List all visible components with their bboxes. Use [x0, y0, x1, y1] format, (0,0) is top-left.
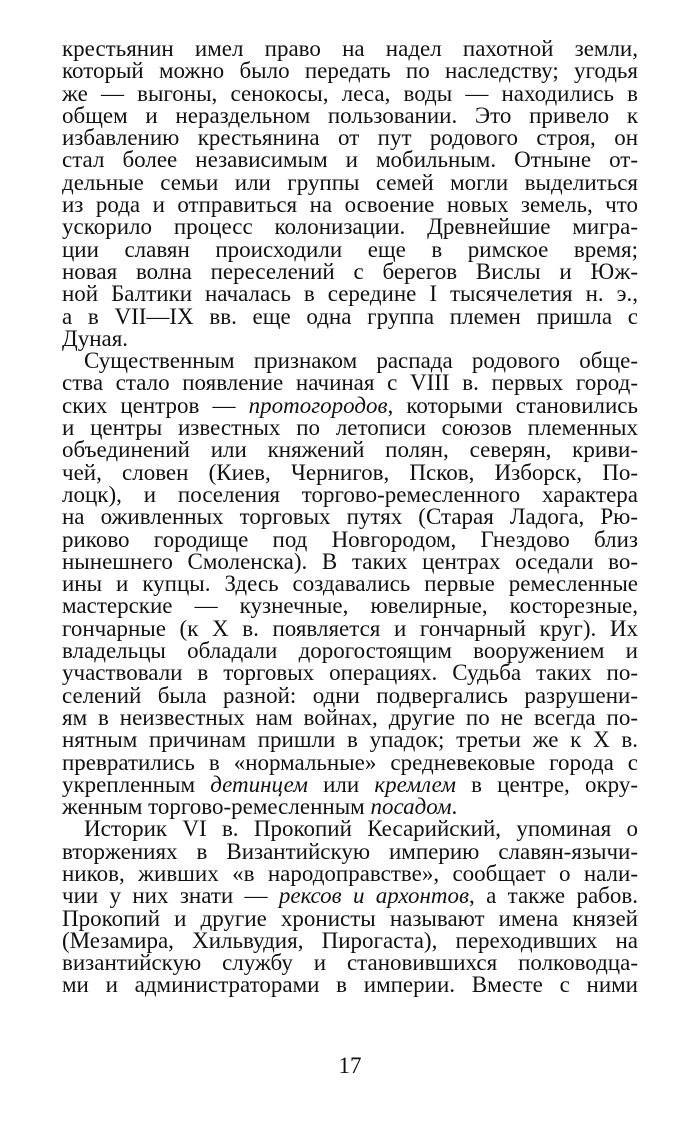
text-line	[62, 952, 638, 974]
text-line	[62, 927, 638, 953]
text-line	[62, 771, 638, 797]
text-run: чей, словен (Киев, Чернигов, Псков, Изборск, По-	[62, 459, 638, 485]
text-run: крестьянин имел право на надел пахотной земли,	[62, 36, 638, 61]
text-run: мастерские — кузнечные, ювелирные, косторезные,	[62, 593, 638, 619]
text-run: Существенным признаком распада родового обще-	[84, 348, 638, 374]
text-line	[62, 796, 638, 818]
text-line	[62, 459, 638, 485]
text-run: ной Балтики началась в середине I тысячелетия н. э.,	[62, 281, 638, 307]
text-line	[62, 303, 638, 329]
text-line	[62, 325, 638, 351]
text-run: Историк VI в. Прокопий Кесарийский, упоминая о	[84, 816, 638, 842]
italic-term: протогородов	[248, 392, 388, 418]
text-line	[62, 283, 638, 305]
text-run: нынешнего Смоленска). В таких центрах оседали во-	[62, 548, 638, 574]
text-line	[62, 417, 638, 439]
text-run: из рода и отправиться на освоение новых земель, что	[62, 192, 638, 218]
text-run: женным торгово-ремесленным	[62, 794, 371, 820]
text-line	[62, 749, 638, 775]
text-run: и центры известных по летописи союзов племенных	[62, 415, 638, 441]
text-run: гончарные (к X в. появляется и гончарный круг). Их	[62, 615, 638, 641]
page-number: 17	[338, 1053, 362, 1078]
text-line	[62, 838, 638, 864]
text-line	[62, 350, 638, 372]
text-run: на оживленных торговых путях (Старая Ладога, Рю-	[62, 504, 638, 530]
text-run: а в VII—IX вв. еще одна группа племен пришла с	[62, 303, 638, 329]
text-run: селений была разной: одни подвергались разрушени-	[62, 682, 638, 708]
text-line	[62, 439, 638, 461]
text-run: ускорило процесс колонизации. Древнейшие мигра-	[62, 214, 638, 240]
text-line	[62, 216, 638, 238]
text-run: вторжениях в Византийскую империю славян-язычи-	[62, 838, 638, 864]
text-line	[62, 169, 638, 195]
text-line	[62, 729, 638, 751]
text-run: участвовали в торговых операциях. Судьба таких по-	[62, 660, 638, 686]
text-line	[62, 860, 638, 886]
text-run: (Мезамира, Хильвудия, Пирогаста), переходивших на	[62, 927, 638, 953]
text-line	[62, 127, 638, 149]
text-run: Дуная.	[62, 325, 129, 351]
text-line	[62, 885, 638, 907]
text-run: Прокопий и другие хронисты называют имена князей	[62, 905, 638, 931]
text-run: риково городище под Новгородом, Гнездово близ	[62, 526, 638, 552]
text-run: в центре, окру-	[455, 771, 638, 797]
text-line	[62, 905, 638, 931]
text-line	[62, 974, 638, 996]
text-line	[62, 392, 638, 418]
text-run: или	[307, 771, 375, 797]
text-line	[62, 818, 638, 840]
text-run: ции славян происходили еще в римское время;	[62, 236, 638, 262]
text-line	[62, 526, 638, 552]
text-run: превратились в «нормальные» средневековые города с	[62, 749, 638, 775]
italic-term: детинцем	[210, 771, 308, 797]
text-line	[62, 640, 638, 662]
text-run: же — выгоны, сенокосы, леса, воды — находились в	[62, 80, 638, 106]
text-run: , которыми становились	[387, 392, 638, 418]
text-line	[62, 704, 638, 730]
text-line	[62, 236, 638, 262]
text-run: , а также рабов.	[468, 883, 638, 909]
text-run: укрепленным	[62, 771, 211, 797]
text-run: избавлению крестьянина от пут родового строя, он	[62, 125, 638, 151]
text-run: стал более независимым и мобильным. Отныне от-	[62, 147, 638, 173]
text-line	[62, 615, 638, 641]
text-line	[62, 662, 638, 684]
text-line	[62, 149, 638, 171]
text-line	[62, 102, 638, 128]
text-run: объединений или княжений полян, северян, криви-	[62, 437, 638, 463]
text-run: который можно было передать по наследству; угодья	[62, 58, 638, 84]
text-line	[62, 80, 638, 106]
text-run: нятным причинам пришли в упадок; третьи же к X в.	[62, 727, 638, 753]
text-run: ников, живших «в народоправстве», сообщает о нали-	[62, 860, 638, 886]
text-line	[62, 481, 638, 507]
text-line	[62, 595, 638, 617]
text-run: владельцы обладали дорогостоящим вооружением и	[62, 638, 638, 664]
text-line	[62, 573, 638, 595]
text-line	[62, 38, 638, 60]
text-run: чии у них знати —	[62, 883, 279, 909]
text-run: ины и купцы. Здесь создавались первые ремесленные	[62, 571, 638, 597]
text-run: дельные семьи или группы семей могли выделиться	[62, 169, 638, 195]
text-line	[62, 194, 638, 216]
text-run: византийскую службу и становившихся полководца-	[62, 950, 638, 976]
text-line	[62, 548, 638, 574]
text-line	[62, 60, 638, 82]
text-run: ских центров —	[62, 392, 249, 418]
text-run: лоцк), и поселения торгово-ремесленного характера	[62, 481, 638, 507]
text-line	[62, 682, 638, 708]
text-line	[62, 372, 638, 394]
text-run: ства стало появление начиная с VIII в. первых город-	[62, 370, 638, 396]
text-run: .	[451, 794, 458, 820]
text-line	[62, 258, 638, 284]
text-run: ям в неизвестных нам войнах, другие по не всегда по-	[62, 704, 638, 730]
text-line	[62, 506, 638, 528]
text-run: общем и нераздельном пользовании. Это привело к	[62, 102, 638, 128]
page-text	[62, 38, 638, 997]
italic-term: кремлем	[374, 771, 456, 797]
italic-term: посадом	[370, 794, 452, 820]
text-run: новая волна переселений с берегов Вислы и Юж-	[62, 258, 638, 284]
italic-term: рексов и архонтов	[278, 883, 469, 909]
text-run: ми и администраторами в империи. Вместе с ними	[62, 972, 638, 998]
